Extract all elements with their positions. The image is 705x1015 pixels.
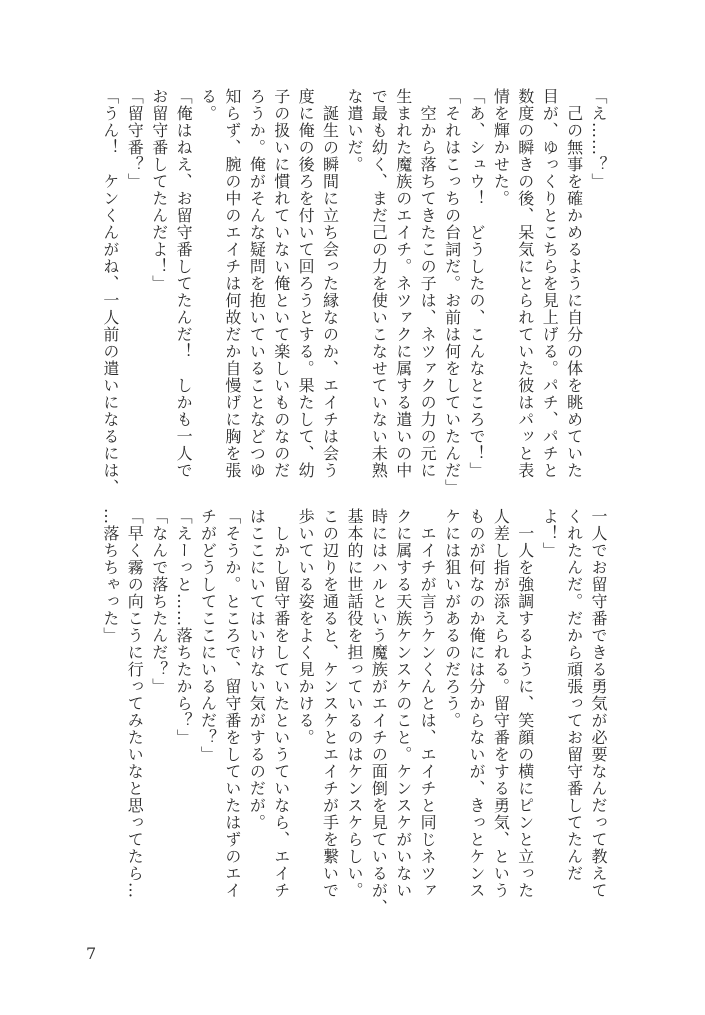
- text-line: はここにいてはいけない気がするのだが。: [247, 508, 267, 831]
- text-line: 度に俺の後ろを付いて回ろうとする。果たして、幼: [296, 88, 316, 479]
- text-line: 空から落ちてきたこの子は、ネツァクの力の元に: [418, 88, 438, 479]
- text-line: 歩いている姿をよく見かける。: [296, 508, 316, 746]
- text-line: クに属する天族ケンスケのこと。ケンスケがいない: [393, 508, 413, 899]
- text-line: くれたんだ。だから頑張ってお留守番してたんだ: [564, 508, 584, 882]
- text-line: 子の扱いに慣れていない俺といて楽しいものなのだ: [271, 88, 291, 479]
- text-line: ものが何なのか俺には分からないが、きっとケンス: [466, 508, 486, 899]
- text-line: お留守番してたんだよ！」: [149, 88, 169, 292]
- text-line: 「早く霧の向こうに行ってみたいなと思ってたら…: [125, 508, 145, 899]
- text-block-top: [98, 88, 610, 508]
- text-line: よ！」: [540, 508, 560, 559]
- text-line: 「なんで落ちたんだ？」: [149, 508, 169, 695]
- text-line: 「そうか。ところで、留守番をしていたはずのエイ: [222, 508, 242, 899]
- text-line: エイチが言うケンくんとは、エイチと同じネツァ: [418, 508, 438, 899]
- text-line: 生まれた魔族のエイチ。ネツァクに属する遣いの中: [393, 88, 413, 479]
- text-line: 「うん！ ケンくんがね、一人前の遣いになるには、: [100, 88, 120, 496]
- text-line: 情を輝かせた。: [491, 88, 511, 207]
- page-number: 7: [86, 944, 97, 963]
- text-line: この辺りを通ると、ケンスケとエイチが手を繋いで: [320, 508, 340, 899]
- text-line: チがどうしてここにいるんだ？」: [198, 508, 218, 763]
- text-line: 「それはこっちの台詞だ。お前は何をしていたんだ」: [442, 88, 462, 496]
- text-block-bottom: [98, 508, 610, 928]
- text-line: 誕生の瞬間に立ち会った縁なのか、エイチは会う: [320, 88, 340, 479]
- text-line: しかし留守番をしていたというていなら、エイチ: [271, 508, 291, 899]
- text-line: 「あ、シュウ！ どうしたの、こんなところで！」: [466, 88, 486, 479]
- text-line: 己の無事を確かめるように自分の体を眺めていた: [564, 88, 584, 479]
- text-line: 一人を強調するように、笑顔の横にピンと立った: [515, 508, 535, 899]
- text-line: 基本的に世話役を担っているのはケンスケらしい。: [344, 508, 364, 899]
- text-line: 「留守番？」: [125, 88, 145, 190]
- text-line: 「えーっと……落ちたから？」: [174, 508, 194, 746]
- text-line: な遣いだ。: [344, 88, 364, 173]
- text-line: る。: [198, 88, 218, 122]
- text-line: 時にはハルという魔族がエイチの面倒を見ているが、: [369, 508, 389, 916]
- text-line: 「俺はねえ、お留守番してたんだ！ しかも一人で: [174, 88, 194, 479]
- text-line: 数度の瞬きの後、呆気にとられていた彼はパッと表: [515, 88, 535, 479]
- text-line: …落ちちゃった」: [100, 508, 120, 644]
- text-line: 人差し指が添えられる。留守番をする勇気、という: [491, 508, 511, 899]
- text-line: ろうか。俺がそんな疑問を抱いていることなどつゆ: [247, 88, 267, 479]
- text-line: 目が、ゆっくりとこちらを見上げる。パチ、パチと: [540, 88, 560, 479]
- text-line: 一人でお留守番できる勇気が必要なんだって教えて: [589, 508, 608, 899]
- text-line: 知らず、腕の中のエイチは何故だか自慢げに胸を張: [222, 88, 242, 479]
- text-line: 「え……？」: [589, 88, 608, 190]
- text-line: で最も幼く、まだ己の力を使いこなせていない未熟: [369, 88, 389, 479]
- text-line: ケには狙いがあるのだろう。: [442, 508, 462, 729]
